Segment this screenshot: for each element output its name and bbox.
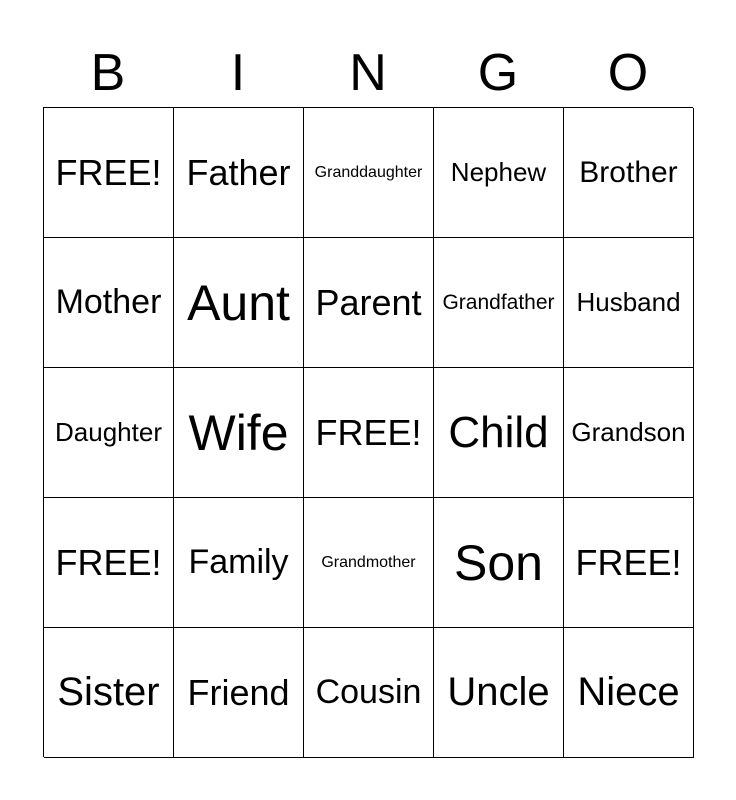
header-letter-o: O: [607, 44, 649, 102]
bingo-header: [43, 40, 693, 106]
bingo-cell[interactable]: Family: [174, 498, 304, 628]
bingo-cell[interactable]: FREE!: [44, 108, 174, 238]
bingo-cell[interactable]: FREE!: [564, 498, 694, 628]
bingo-cell[interactable]: Nephew: [434, 108, 564, 238]
header-letter-g: G: [477, 44, 519, 102]
bingo-cell[interactable]: Sister: [44, 628, 174, 758]
bingo-cell[interactable]: Wife: [174, 368, 304, 498]
bingo-cell[interactable]: FREE!: [304, 368, 434, 498]
header-letter-n: N: [349, 44, 387, 102]
bingo-cell[interactable]: Aunt: [174, 238, 304, 368]
bingo-cell[interactable]: Uncle: [434, 628, 564, 758]
bingo-cell[interactable]: Granddaughter: [304, 108, 434, 238]
bingo-cell[interactable]: Daughter: [44, 368, 174, 498]
bingo-cell[interactable]: Cousin: [304, 628, 434, 758]
bingo-cell[interactable]: Grandfather: [434, 238, 564, 368]
bingo-cell[interactable]: Grandmother: [304, 498, 434, 628]
bingo-cell[interactable]: Mother: [44, 238, 174, 368]
bingo-cell[interactable]: Friend: [174, 628, 304, 758]
bingo-cell[interactable]: Father: [174, 108, 304, 238]
bingo-cell[interactable]: Husband: [564, 238, 694, 368]
bingo-cell[interactable]: Grandson: [564, 368, 694, 498]
bingo-cell[interactable]: Child: [434, 368, 564, 498]
bingo-cell[interactable]: Son: [434, 498, 564, 628]
bingo-cell[interactable]: Niece: [564, 628, 694, 758]
bingo-cell[interactable]: Parent: [304, 238, 434, 368]
header-letter-i: I: [230, 44, 246, 102]
header-letter-b: B: [90, 44, 126, 102]
bingo-cell[interactable]: FREE!: [44, 498, 174, 628]
bingo-board: [43, 107, 693, 757]
bingo-cell[interactable]: Brother: [564, 108, 694, 238]
